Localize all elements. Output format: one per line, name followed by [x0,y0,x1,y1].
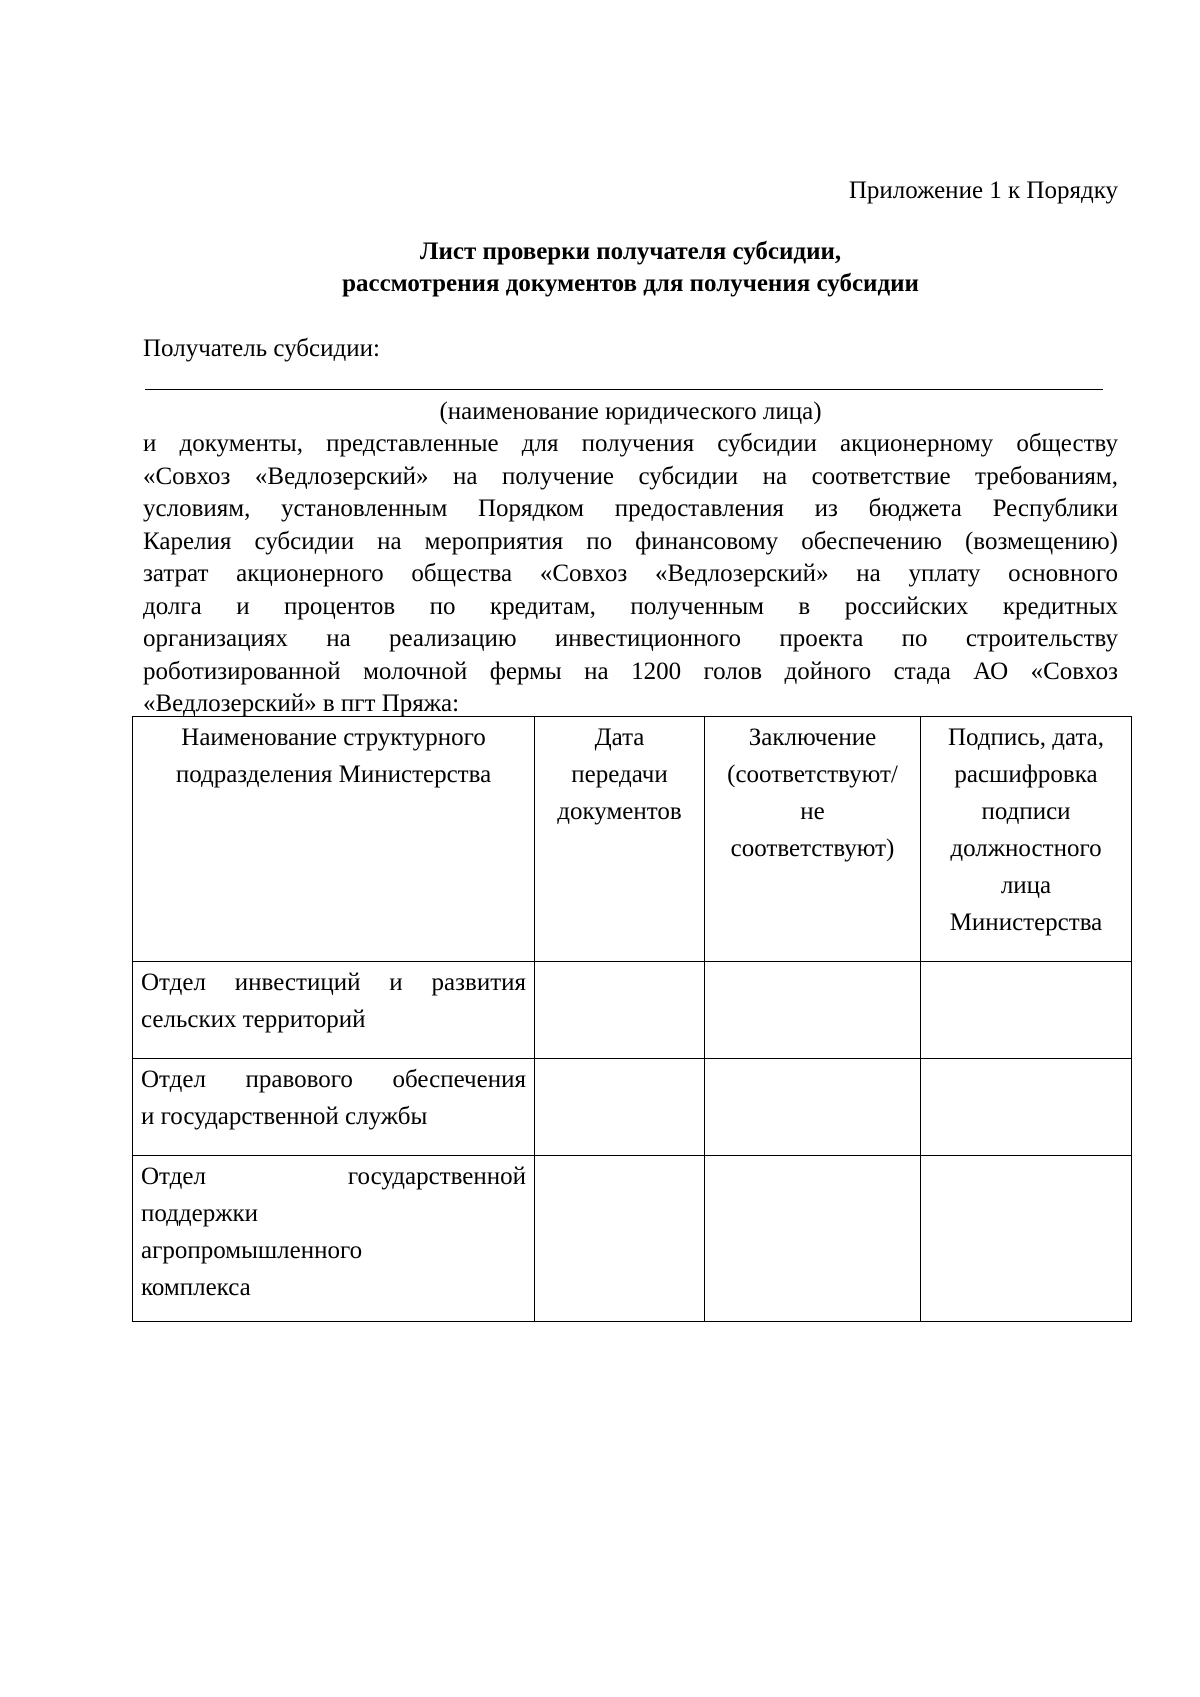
table-row [133,1156,1132,1322]
conclusion-cell[interactable] [705,962,921,1059]
header-transfer-date: Дата передачи документов [535,717,705,962]
department-cell: Отдел государственной поддержки агропромышленного комплекса [133,1156,535,1322]
body-line: «Ведлозерский» в пгт Пряжа: [143,690,460,717]
date-cell[interactable] [535,962,705,1059]
body-paragraph [143,428,1118,721]
date-cell[interactable] [535,1059,705,1156]
recipient-fill-line [145,389,1103,390]
body-line: роботизированной молочной фермы на 1200 голов дойного стада АО «Совхоз [143,657,1118,685]
signature-cell[interactable] [921,962,1132,1059]
appendix-note: Приложение 1 к Порядку [848,177,1118,204]
body-line: затрат акционерного общества «Совхоз «Ведлозерский» на уплату основного [143,560,1118,587]
conclusion-cell[interactable] [705,1059,921,1156]
body-line: Карелия субсидии на мероприятия по финансовому обеспечению (возмещению) [143,527,1118,555]
table-row [133,962,1132,1059]
date-cell[interactable] [535,1156,705,1322]
body-line: условиям, установленным Порядком предоставления из бюджета Республики [143,495,1118,522]
department-cell: Отдел инвестиций и развития сельских территорий [133,962,535,1059]
table-header-row [133,717,1132,962]
title-line-1: Лист проверки получателя субсидии, [419,238,842,265]
recipient-caption: (наименование юридического лица) [439,398,822,425]
body-line: и документы, представленные для получения субсидии акционерному обществу [143,430,1118,457]
recipient-label: Получатель субсидии: [143,335,380,362]
header-department: Наименование структурного подразделения Министерства [133,717,535,962]
signature-cell[interactable] [921,1059,1132,1156]
header-signature: Подпись, дата, расшифровка подписи должностного лица Министерства [921,717,1132,962]
header-conclusion: Заключение (соответствуют/ не соответствуют) [705,717,921,962]
body-line: долга и процентов по кредитам, полученным в российских кредитных [143,592,1118,620]
document-title [143,236,1118,300]
title-line-2: рассмотрения документов для получения субсидии [342,270,919,297]
signature-cell[interactable] [921,1156,1132,1322]
table-row [133,1059,1132,1156]
department-cell: Отдел правового обеспечения и государственной службы [133,1059,535,1156]
conclusion-cell[interactable] [705,1156,921,1322]
check-table [132,716,1132,1322]
body-line: организациях на реализацию инвестиционного проекта по строительству [143,625,1118,652]
body-line: «Совхоз «Ведлозерский» на получение субсидии на соответствие требованиям, [143,462,1118,490]
